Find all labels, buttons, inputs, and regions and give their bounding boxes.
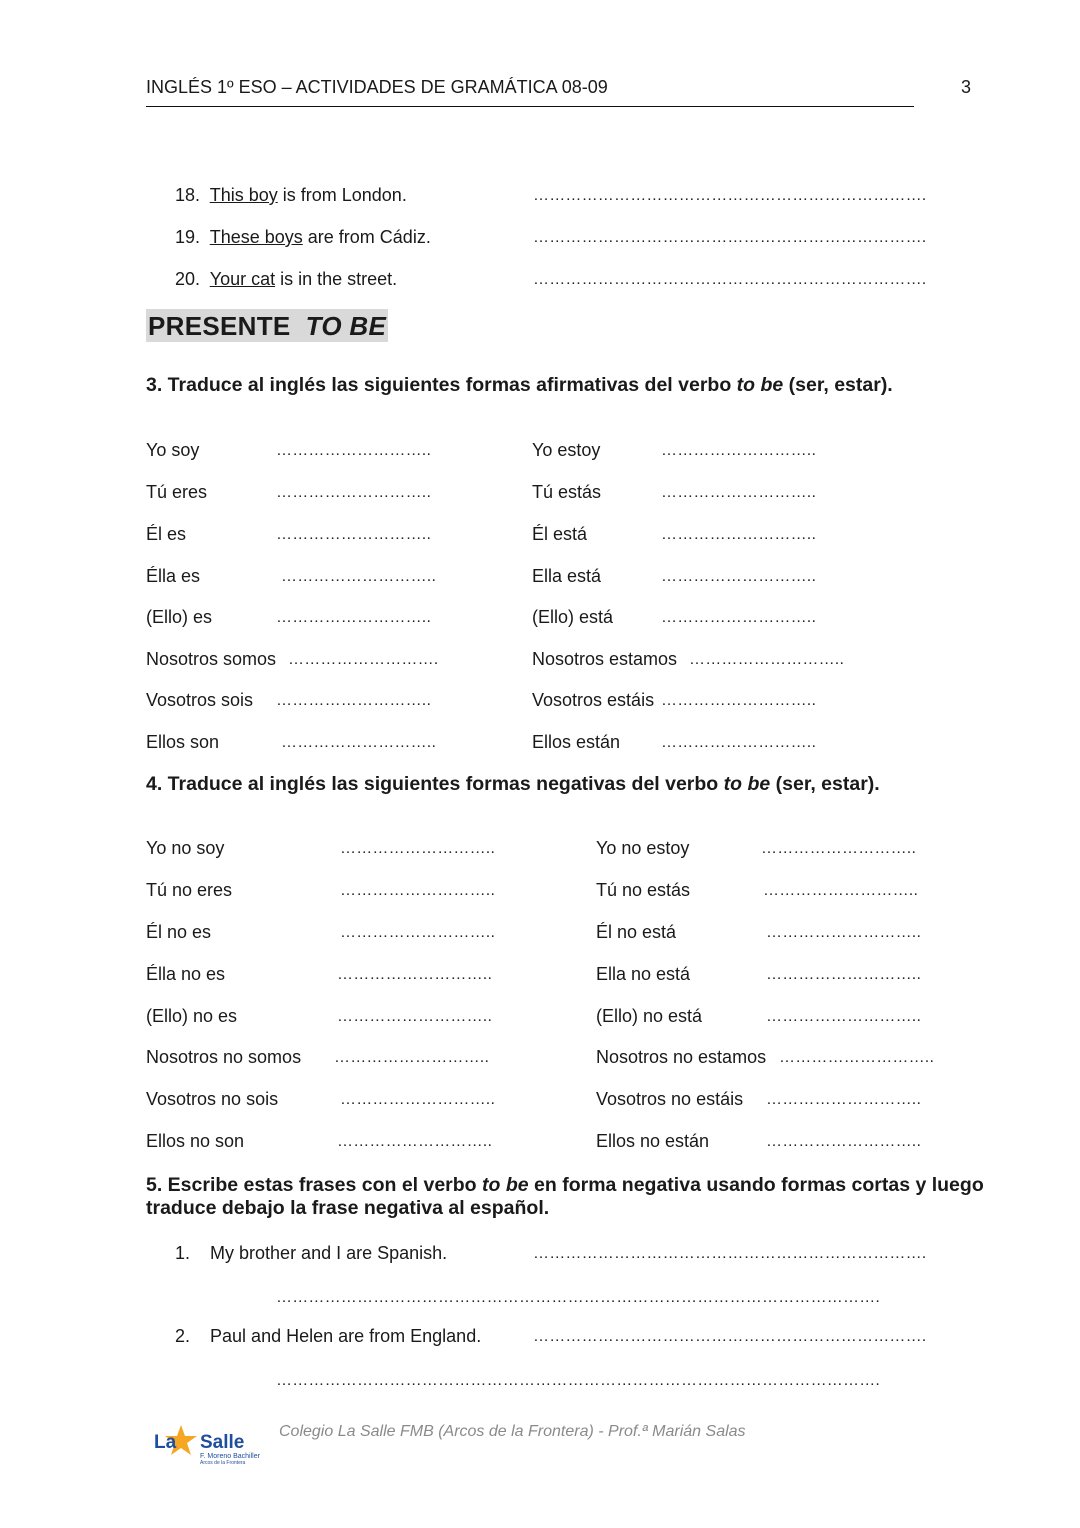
list-item — [175, 1326, 481, 1347]
instruction-text: 3. Traduce al inglés las siguientes formas afirmativas del verbo — [146, 374, 737, 396]
exercise-4-instruction — [146, 773, 880, 796]
answer-line[interactable]: ………………………………………………………………. — [533, 187, 927, 204]
form-label: Élla no es — [146, 964, 226, 984]
answer-line[interactable]: ……………………….. — [337, 1008, 493, 1025]
form-label: Vosotros no estáis — [596, 1089, 744, 1109]
answer-line[interactable]: ……………………….. — [766, 924, 922, 941]
instruction-text: 4. Traduce al inglés las siguientes formas negativas del verbo — [146, 773, 724, 795]
instruction-text: en forma negativa usando formas cortas y luego — [528, 1174, 984, 1196]
item-subject: Your cat — [209, 269, 276, 289]
form-label: Tú no eres — [146, 880, 233, 900]
answer-line[interactable]: ……………………….. — [661, 734, 817, 751]
answer-line[interactable]: ……………………….. — [276, 526, 432, 543]
answer-line[interactable]: ………………………………………………………………. — [533, 229, 927, 246]
footer-text: Colegio La Salle FMB (Arcos de la Frontera) - Prof.ª Marián Salas — [279, 1423, 746, 1440]
form-label: (Ello) no es — [146, 1006, 238, 1026]
answer-line[interactable]: ……………………….. — [276, 442, 432, 459]
answer-line[interactable]: ……………………….. — [276, 609, 432, 626]
item-number: 2. — [175, 1326, 191, 1346]
answer-line[interactable]: ……………………….. — [337, 1133, 493, 1150]
exercise-3-instruction — [146, 374, 893, 397]
section-heading-emph: TO BE — [305, 311, 387, 341]
answer-line[interactable]: ……………………….. — [766, 1133, 922, 1150]
item-number: 19. — [175, 227, 201, 247]
answer-line[interactable]: ……………………….. — [779, 1049, 935, 1066]
list-item — [175, 1243, 447, 1264]
item-subject: This boy — [209, 185, 278, 205]
form-label: Nosotros somos — [146, 649, 277, 669]
answer-line[interactable]: ………………………………………………………………. — [533, 1328, 927, 1345]
answer-line[interactable]: ………………………………………………………………. — [533, 271, 927, 288]
form-label: Yo no soy — [146, 838, 225, 858]
answer-line[interactable]: ……………………….. — [766, 966, 922, 983]
answer-line[interactable]: ……………………….. — [281, 734, 437, 751]
header-rule — [146, 106, 914, 107]
answer-line[interactable]: ……………………….. — [766, 1091, 922, 1108]
list-item — [175, 269, 397, 290]
list-item — [175, 185, 407, 206]
section-heading-prefix: PRESENTE — [148, 311, 291, 341]
answer-line[interactable]: ……………………….. — [276, 692, 432, 709]
instruction-text: (ser, estar). — [770, 773, 880, 795]
answer-line[interactable]: ……………………….. — [340, 1091, 496, 1108]
form-label: Él no está — [596, 922, 677, 942]
form-label: Yo no estoy — [596, 838, 690, 858]
header-title: INGLÉS 1º ESO – ACTIVIDADES DE GRAMÁTICA 08-09 — [146, 77, 608, 97]
form-label: Tú eres — [146, 482, 208, 502]
form-label: Nosotros estamos — [532, 649, 678, 669]
answer-line[interactable]: ……………………….. — [766, 1008, 922, 1025]
item-number: 20. — [175, 269, 201, 289]
form-label: Ellos están — [532, 732, 621, 752]
form-label: Yo estoy — [532, 440, 601, 460]
form-label: Ellos son — [146, 732, 220, 752]
logo-la: La — [154, 1432, 177, 1453]
item-text: are from Cádiz. — [302, 227, 431, 247]
form-label: Nosotros no somos — [146, 1047, 302, 1067]
form-label: Ellos no están — [596, 1131, 710, 1151]
form-label: Tú no estás — [596, 880, 691, 900]
translation-line[interactable]: …………………………………………………………………………………………………. — [276, 1289, 881, 1306]
answer-line[interactable]: ……………………….. — [340, 840, 496, 857]
answer-line[interactable]: ……………………….. — [340, 882, 496, 899]
list-item — [175, 227, 431, 248]
answer-line[interactable]: ………………………. — [288, 651, 439, 668]
exercise-5-instruction — [146, 1174, 984, 1197]
form-label: (Ello) está — [532, 607, 614, 627]
form-label: (Ello) es — [146, 607, 213, 627]
section-heading — [146, 309, 388, 342]
answer-line[interactable]: ……………………….. — [340, 924, 496, 941]
instruction-emph: to be — [723, 773, 771, 795]
item-text: My brother and I are Spanish. — [210, 1243, 448, 1263]
form-label: Vosotros sois — [146, 690, 254, 710]
form-label: Vosotros estáis — [532, 690, 655, 710]
item-number: 1. — [175, 1243, 191, 1263]
item-number: 18. — [175, 185, 201, 205]
instruction-text: 5. Escribe estas frases con el verbo — [146, 1174, 483, 1196]
logo-subtitle-2: Arcos de la Frontera — [200, 1460, 246, 1466]
form-label: Ella está — [532, 566, 602, 586]
form-label: Tú estás — [532, 482, 602, 502]
instruction-text: (ser, estar). — [783, 374, 893, 396]
form-label: Vosotros no sois — [146, 1089, 279, 1109]
answer-line[interactable]: ……………………….. — [661, 484, 817, 501]
page-number: 3 — [961, 77, 972, 97]
answer-line[interactable]: ……………………….. — [337, 966, 493, 983]
answer-line[interactable]: ……………………….. — [661, 568, 817, 585]
form-label: Yo soy — [146, 440, 200, 460]
answer-line[interactable]: ……………………….. — [661, 692, 817, 709]
answer-line[interactable]: ………………………………………………………………. — [533, 1245, 927, 1262]
item-text: Paul and Helen are from England. — [210, 1326, 482, 1346]
instruction-emph: to be — [736, 374, 784, 396]
form-label: (Ello) no está — [596, 1006, 703, 1026]
item-text: is from London. — [277, 185, 407, 205]
answer-line[interactable]: ……………………….. — [763, 882, 919, 899]
form-label: Ellos no son — [146, 1131, 245, 1151]
school-logo — [154, 1423, 274, 1468]
answer-line[interactable]: ……………………….. — [276, 484, 432, 501]
translation-line[interactable]: …………………………………………………………………………………………………. — [276, 1372, 881, 1389]
exercise-5-instruction-line2: traduce debajo la frase negativa al español. — [146, 1197, 550, 1219]
answer-line[interactable]: ……………………….. — [661, 442, 817, 459]
form-label: Nosotros no estamos — [596, 1047, 767, 1067]
answer-line[interactable]: ……………………….. — [761, 840, 917, 857]
item-text: is in the street. — [275, 269, 398, 289]
answer-line[interactable]: ……………………….. — [689, 651, 845, 668]
logo-subtitle: F. Moreno Bachiller — [200, 1453, 260, 1460]
logo-salle: Salle — [200, 1432, 245, 1453]
form-label: Él es — [146, 524, 187, 544]
answer-line[interactable]: ……………………….. — [661, 609, 817, 626]
answer-line[interactable]: ……………………….. — [334, 1049, 490, 1066]
form-label: Él no es — [146, 922, 212, 942]
answer-line[interactable]: ……………………….. — [661, 526, 817, 543]
form-label: Él está — [532, 524, 588, 544]
answer-line[interactable]: ……………………….. — [281, 568, 437, 585]
item-subject: These boys — [209, 227, 303, 247]
form-label: Élla es — [146, 566, 201, 586]
form-label: Ella no está — [596, 964, 691, 984]
instruction-emph: to be — [482, 1174, 529, 1196]
